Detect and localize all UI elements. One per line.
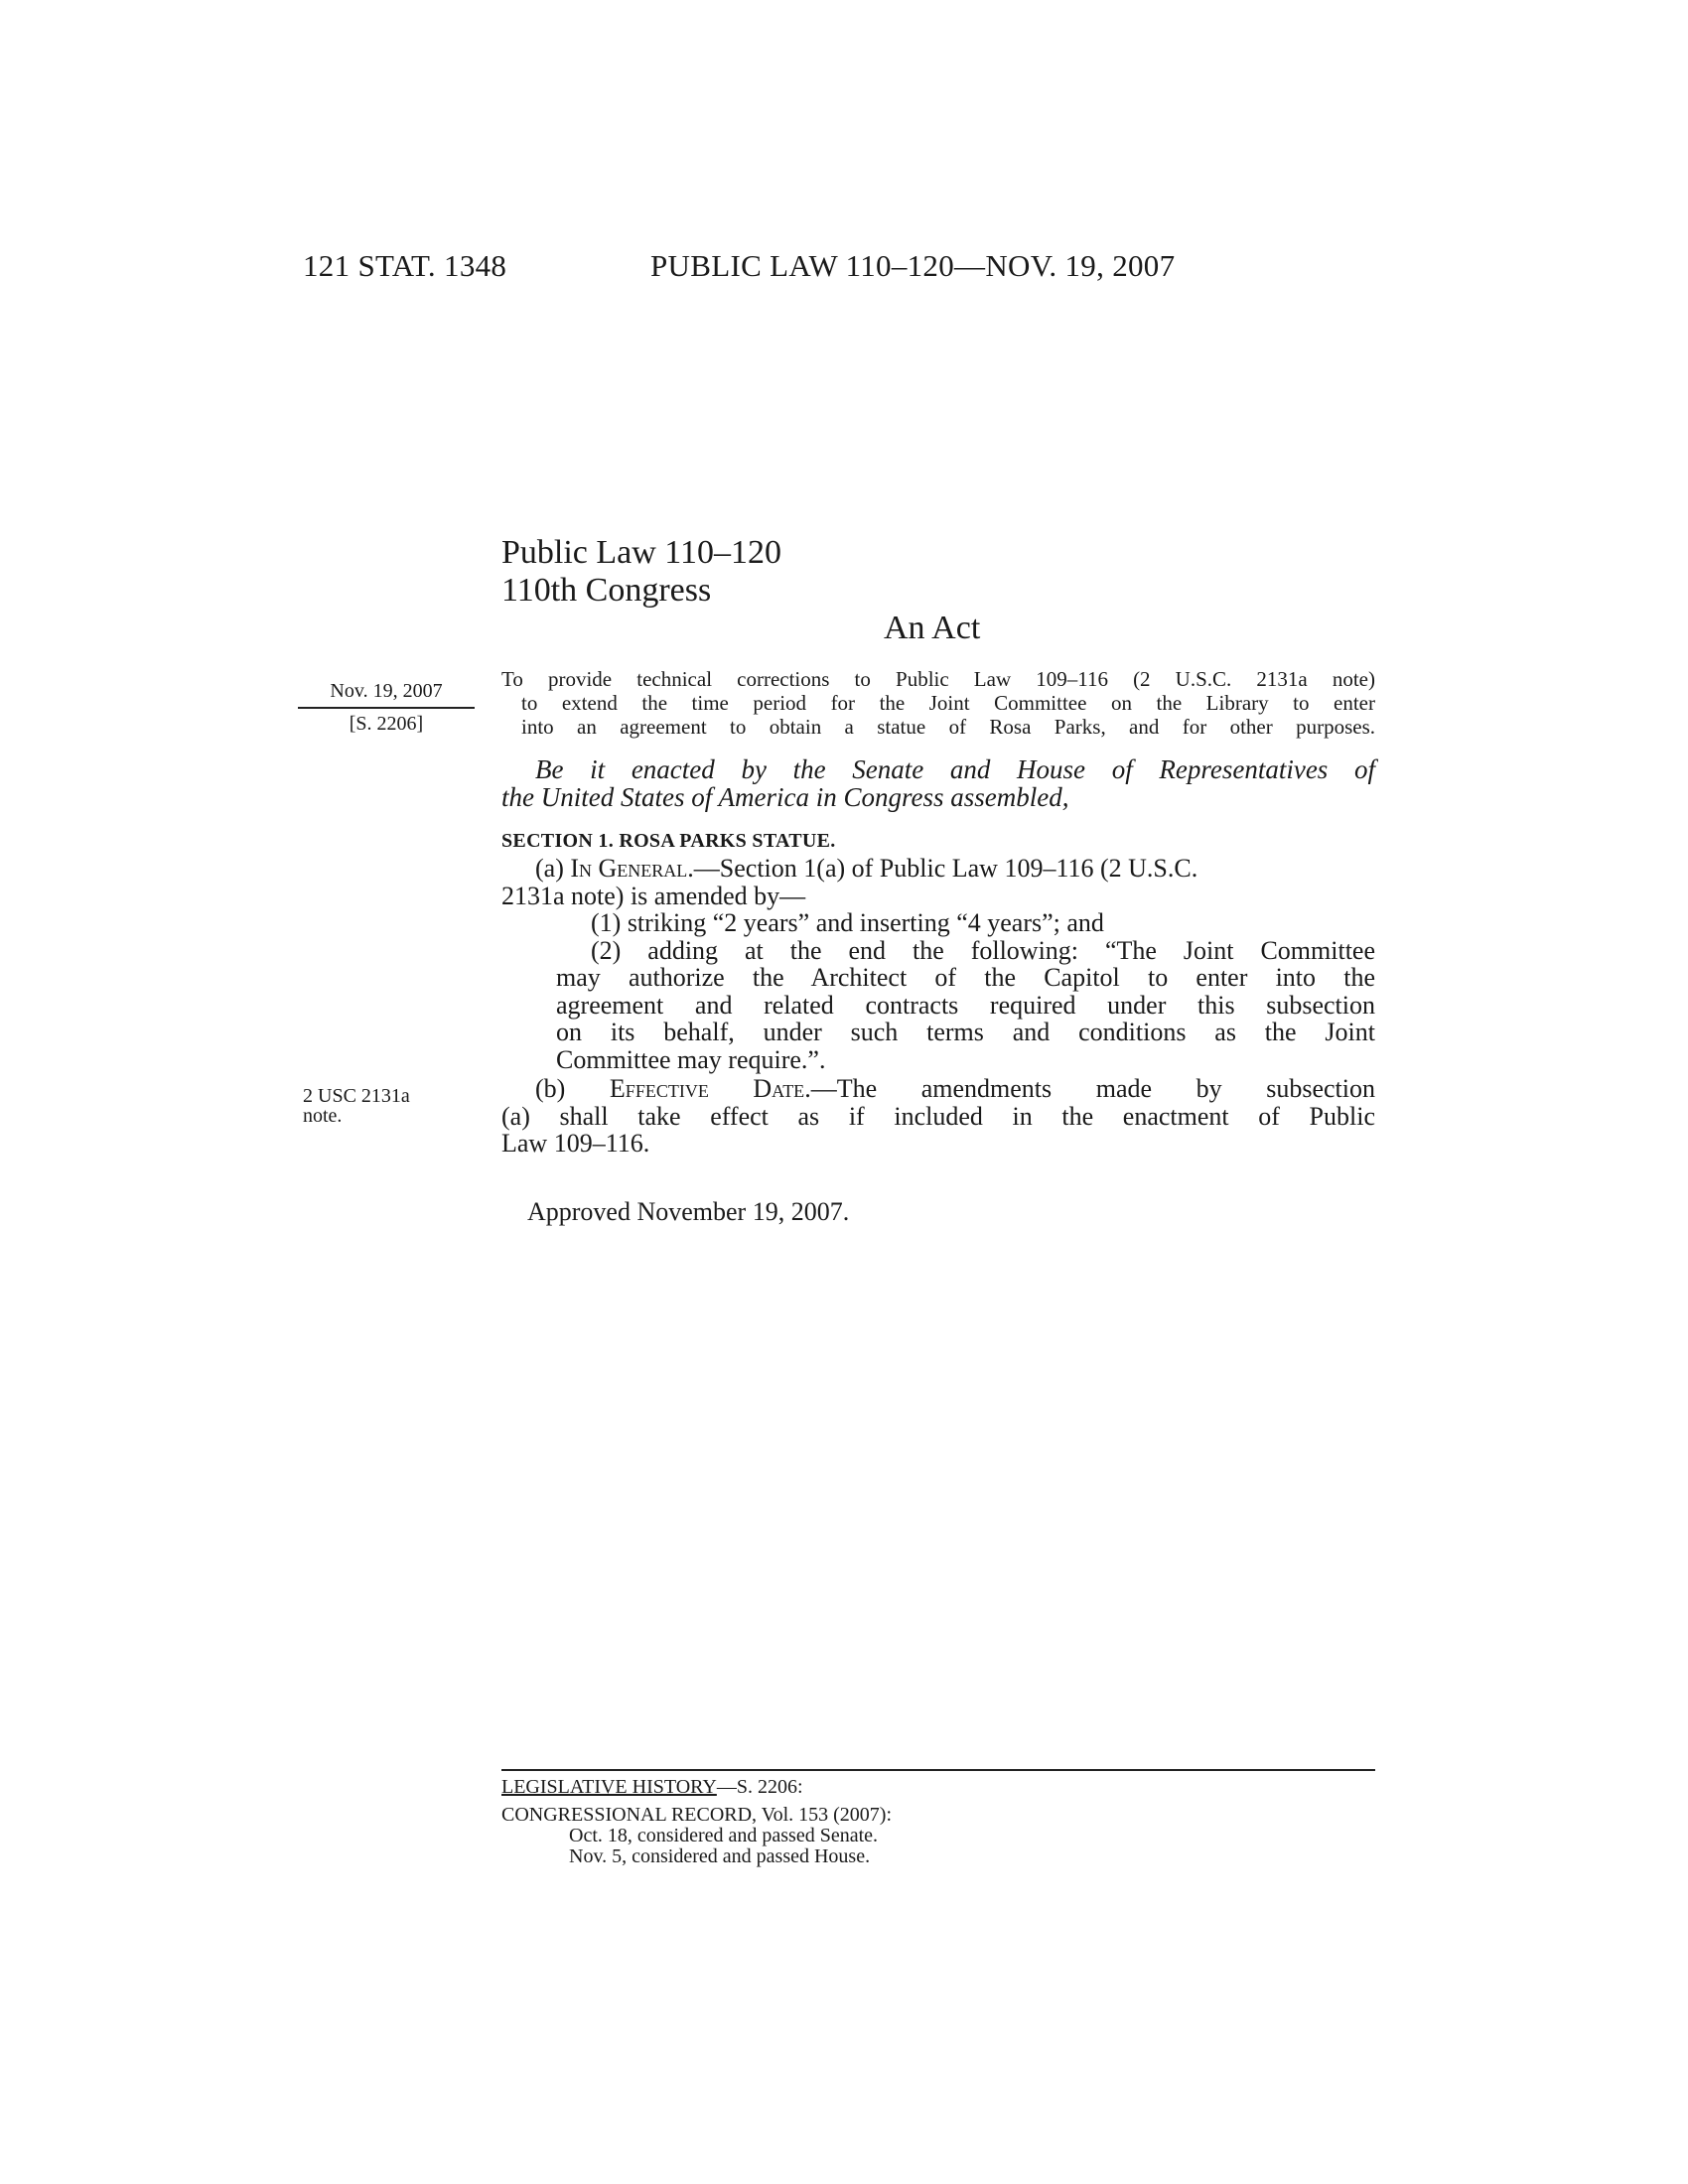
subsection-b-line: Law 109–116. — [501, 1129, 650, 1158]
enacting-clause — [501, 755, 1375, 811]
subsection-b-label: (b) — [535, 1074, 610, 1103]
paragraph-2-line: Committee may require.”. — [556, 1044, 826, 1074]
law-number: Public Law 110–120 — [501, 534, 782, 571]
stat-citation: 121 STAT. 1348 — [303, 248, 507, 283]
purpose-line: into an agreement to obtain a statue of Rosa Parks, and for other purposes. — [521, 715, 1375, 739]
purpose-line: to extend the time period for the Joint Committee on the Library to enter — [521, 691, 1375, 715]
usc-note-line: 2 USC 2131a — [303, 1085, 410, 1107]
approval-date: Approved November 19, 2007. — [527, 1197, 850, 1226]
subsection-b — [501, 1075, 1375, 1158]
margin-divider — [298, 707, 475, 709]
subsection-a-label: (a) — [535, 854, 571, 883]
act-heading: An Act — [884, 610, 981, 646]
section-heading: SECTION 1. ROSA PARKS STATUE. — [501, 830, 836, 852]
congressional-record-citation: CONGRESSIONAL RECORD, Vol. 153 (2007): — [501, 1804, 892, 1826]
paragraph-2-line: (2) adding at the end the following: “The Joint Committee — [591, 935, 1375, 965]
subsection-a-line: 2131a note) is amended by— — [501, 881, 806, 910]
margin-date: Nov. 19, 2007 — [330, 680, 443, 702]
enacting-line: the United States of America in Congress assembled, — [501, 782, 1069, 812]
act-purpose — [501, 667, 1375, 739]
usc-note-line: note. — [303, 1105, 343, 1127]
subsection-a — [501, 855, 1375, 1073]
usc-margin-note — [303, 1086, 410, 1126]
paragraph-1: (1) striking “2 years” and inserting “4 years”; and — [591, 908, 1104, 937]
subsection-b-caption: Effective Date — [609, 1074, 805, 1103]
subsection-a-line — [501, 855, 1375, 883]
subsection-a-caption: In General — [570, 854, 688, 883]
paragraph-2-line: agreement and related contracts required under this subsection — [556, 990, 1375, 1020]
running-head-law-citation: PUBLIC LAW 110–120—NOV. 19, 2007 — [650, 248, 1176, 283]
congress-label: 110th Congress — [501, 572, 712, 609]
history-item: Oct. 18, considered and passed Senate. — [569, 1825, 879, 1846]
legislative-history — [501, 1777, 892, 1867]
enacting-line: Be it enacted by the Senate and House of Representatives of — [535, 754, 1375, 784]
subsection-b-text: .—The amendments made by subsection — [804, 1074, 1375, 1103]
margin-bill-number: [S. 2206] — [349, 713, 424, 735]
legislative-history-bill: —S. 2206: — [716, 1776, 803, 1798]
purpose-line: To provide technical corrections to Public Law 109–116 (2 U.S.C. 2131a note) — [501, 667, 1375, 691]
paragraph-2-line: may authorize the Architect of the Capitol to enter into the — [556, 963, 1375, 992]
history-item: Nov. 5, considered and passed House. — [569, 1845, 871, 1867]
footnote-divider — [501, 1769, 1375, 1771]
subsection-a-text: .—Section 1(a) of Public Law 109–116 (2 U.S.C. — [687, 854, 1198, 883]
subsection-b-line: (a) shall take effect as if included in the enactment of Public — [501, 1101, 1375, 1131]
legislative-history-label: LEGISLATIVE HISTORY — [501, 1776, 717, 1798]
subsection-b-line — [501, 1075, 1375, 1103]
legislative-history-title — [501, 1777, 892, 1798]
paragraph-2-line: on its behalf, under such terms and conditions as the Joint — [556, 1018, 1375, 1046]
